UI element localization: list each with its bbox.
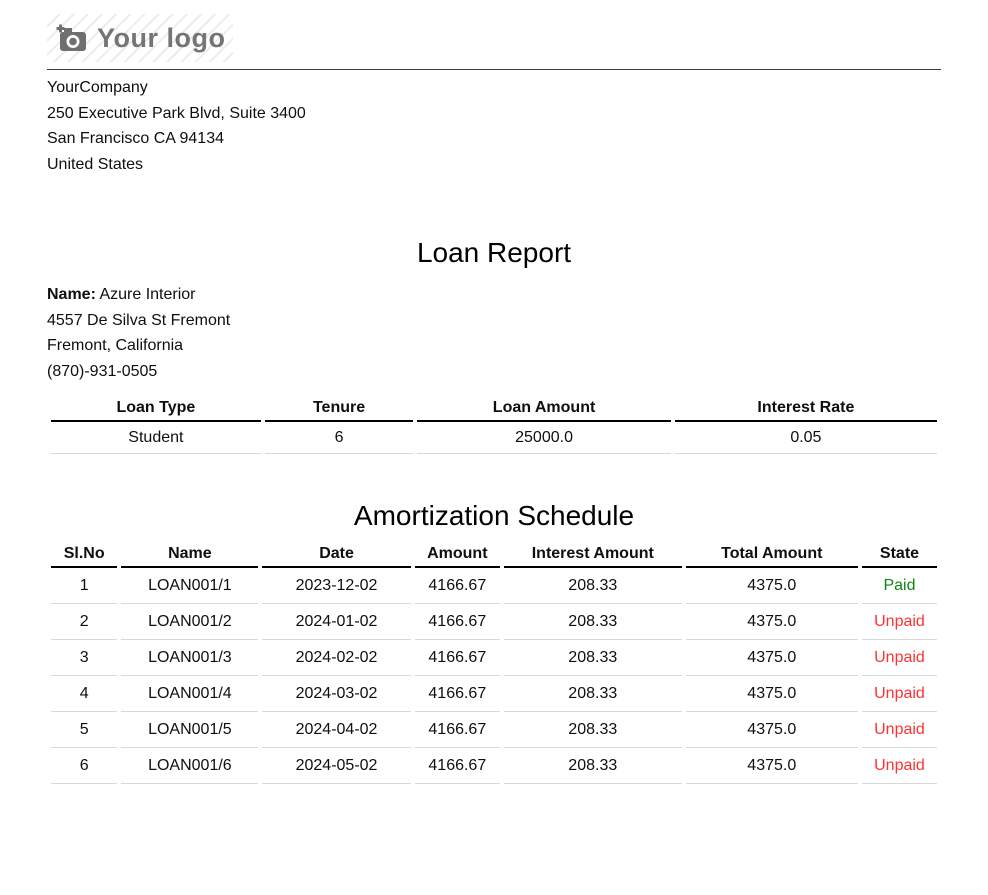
- header-state: State: [862, 542, 937, 568]
- date-cell: 2024-03-02: [262, 676, 410, 712]
- tenure-cell: 6: [265, 422, 414, 454]
- amount-cell: 4166.67: [415, 604, 500, 640]
- interest-amount-cell: 208.33: [504, 676, 682, 712]
- report-title: Loan Report: [416, 237, 572, 268]
- total-amount-cell: 4375.0: [686, 676, 858, 712]
- name-cell: LOAN001/2: [121, 604, 258, 640]
- name-cell: LOAN001/4: [121, 676, 258, 712]
- header-name: Name: [121, 542, 258, 568]
- loan-table-row: [51, 422, 937, 454]
- interest-rate-cell: 0.05: [675, 422, 937, 454]
- interest-amount-cell: 208.33: [504, 604, 682, 640]
- total-amount-cell: 4375.0: [686, 604, 858, 640]
- company-city: San Francisco CA 94134: [47, 130, 224, 147]
- state-cell: Unpaid: [862, 676, 937, 712]
- customer-name-line: [47, 282, 941, 308]
- header-interest-rate: Interest Rate: [675, 396, 937, 422]
- amount-cell: 4166.67: [415, 676, 500, 712]
- state-cell: Unpaid: [862, 748, 937, 784]
- loan-info-table: [47, 396, 941, 454]
- header-sl-no: Sl.No: [51, 542, 117, 568]
- total-amount-cell: 4375.0: [686, 640, 858, 676]
- sl-no-cell: 3: [51, 640, 117, 676]
- company-name: YourCompany: [47, 79, 148, 96]
- sl-no-cell: 4: [51, 676, 117, 712]
- name-cell: LOAN001/6: [121, 748, 258, 784]
- amortization-title: Amortization Schedule: [353, 500, 635, 531]
- customer-street: 4557 De Silva St Fremont: [47, 311, 231, 329]
- customer-info: [47, 282, 941, 384]
- name-cell: LOAN001/5: [121, 712, 258, 748]
- table-row: [51, 604, 937, 640]
- amortization-table: [47, 542, 941, 784]
- customer-phone: (870)-931-0505: [47, 362, 158, 380]
- schedule-header-row: [51, 542, 937, 568]
- total-amount-cell: 4375.0: [686, 712, 858, 748]
- header-divider: [47, 69, 941, 70]
- table-row: [51, 640, 937, 676]
- sl-no-cell: 6: [51, 748, 117, 784]
- company-country: United States: [47, 155, 144, 173]
- sl-no-cell: 2: [51, 604, 117, 640]
- total-amount-cell: 4375.0: [686, 568, 858, 604]
- name-cell: LOAN001/3: [121, 640, 258, 676]
- amount-cell: 4166.67: [415, 640, 500, 676]
- interest-amount-cell: 208.33: [504, 712, 682, 748]
- header-loan-amount: Loan Amount: [417, 396, 670, 422]
- date-cell: 2024-01-02: [262, 604, 410, 640]
- header-date: Date: [262, 542, 410, 568]
- amount-cell: 4166.67: [415, 748, 500, 784]
- state-cell: Unpaid: [862, 640, 937, 676]
- date-cell: 2024-05-02: [262, 748, 410, 784]
- sl-no-cell: 1: [51, 568, 117, 604]
- header-amount: Amount: [415, 542, 500, 568]
- table-row: [51, 748, 937, 784]
- loan-table-header-row: [51, 396, 937, 422]
- company-address: [47, 75, 941, 177]
- logo-text: Your logo: [97, 22, 226, 53]
- date-cell: 2024-04-02: [262, 712, 410, 748]
- customer-name: Azure Interior: [99, 286, 196, 303]
- loan-type-cell: Student: [51, 422, 261, 454]
- company-street: 250 Executive Park Blvd, Suite 3400: [47, 104, 306, 122]
- sl-no-cell: 5: [51, 712, 117, 748]
- interest-amount-cell: 208.33: [504, 640, 682, 676]
- interest-amount-cell: 208.33: [504, 568, 682, 604]
- header-total-amount: Total Amount: [686, 542, 858, 568]
- loan-amount-cell: 25000.0: [417, 422, 670, 454]
- date-cell: 2023-12-02: [262, 568, 410, 604]
- table-row: [51, 568, 937, 604]
- logo-placeholder: [47, 14, 233, 62]
- header-tenure: Tenure: [265, 396, 414, 422]
- header-interest-amount: Interest Amount: [504, 542, 682, 568]
- table-row: [51, 676, 937, 712]
- state-cell: Unpaid: [862, 712, 937, 748]
- state-cell: Unpaid: [862, 604, 937, 640]
- customer-city: Fremont, California: [47, 337, 184, 354]
- state-cell: Paid: [862, 568, 937, 604]
- amount-cell: 4166.67: [415, 568, 500, 604]
- camera-icon: [54, 23, 88, 53]
- interest-amount-cell: 208.33: [504, 748, 682, 784]
- table-row: [51, 712, 937, 748]
- total-amount-cell: 4375.0: [686, 748, 858, 784]
- amount-cell: 4166.67: [415, 712, 500, 748]
- name-cell: LOAN001/1: [121, 568, 258, 604]
- header-loan-type: Loan Type: [51, 396, 261, 422]
- date-cell: 2024-02-02: [262, 640, 410, 676]
- customer-name-label: Name:: [47, 286, 96, 303]
